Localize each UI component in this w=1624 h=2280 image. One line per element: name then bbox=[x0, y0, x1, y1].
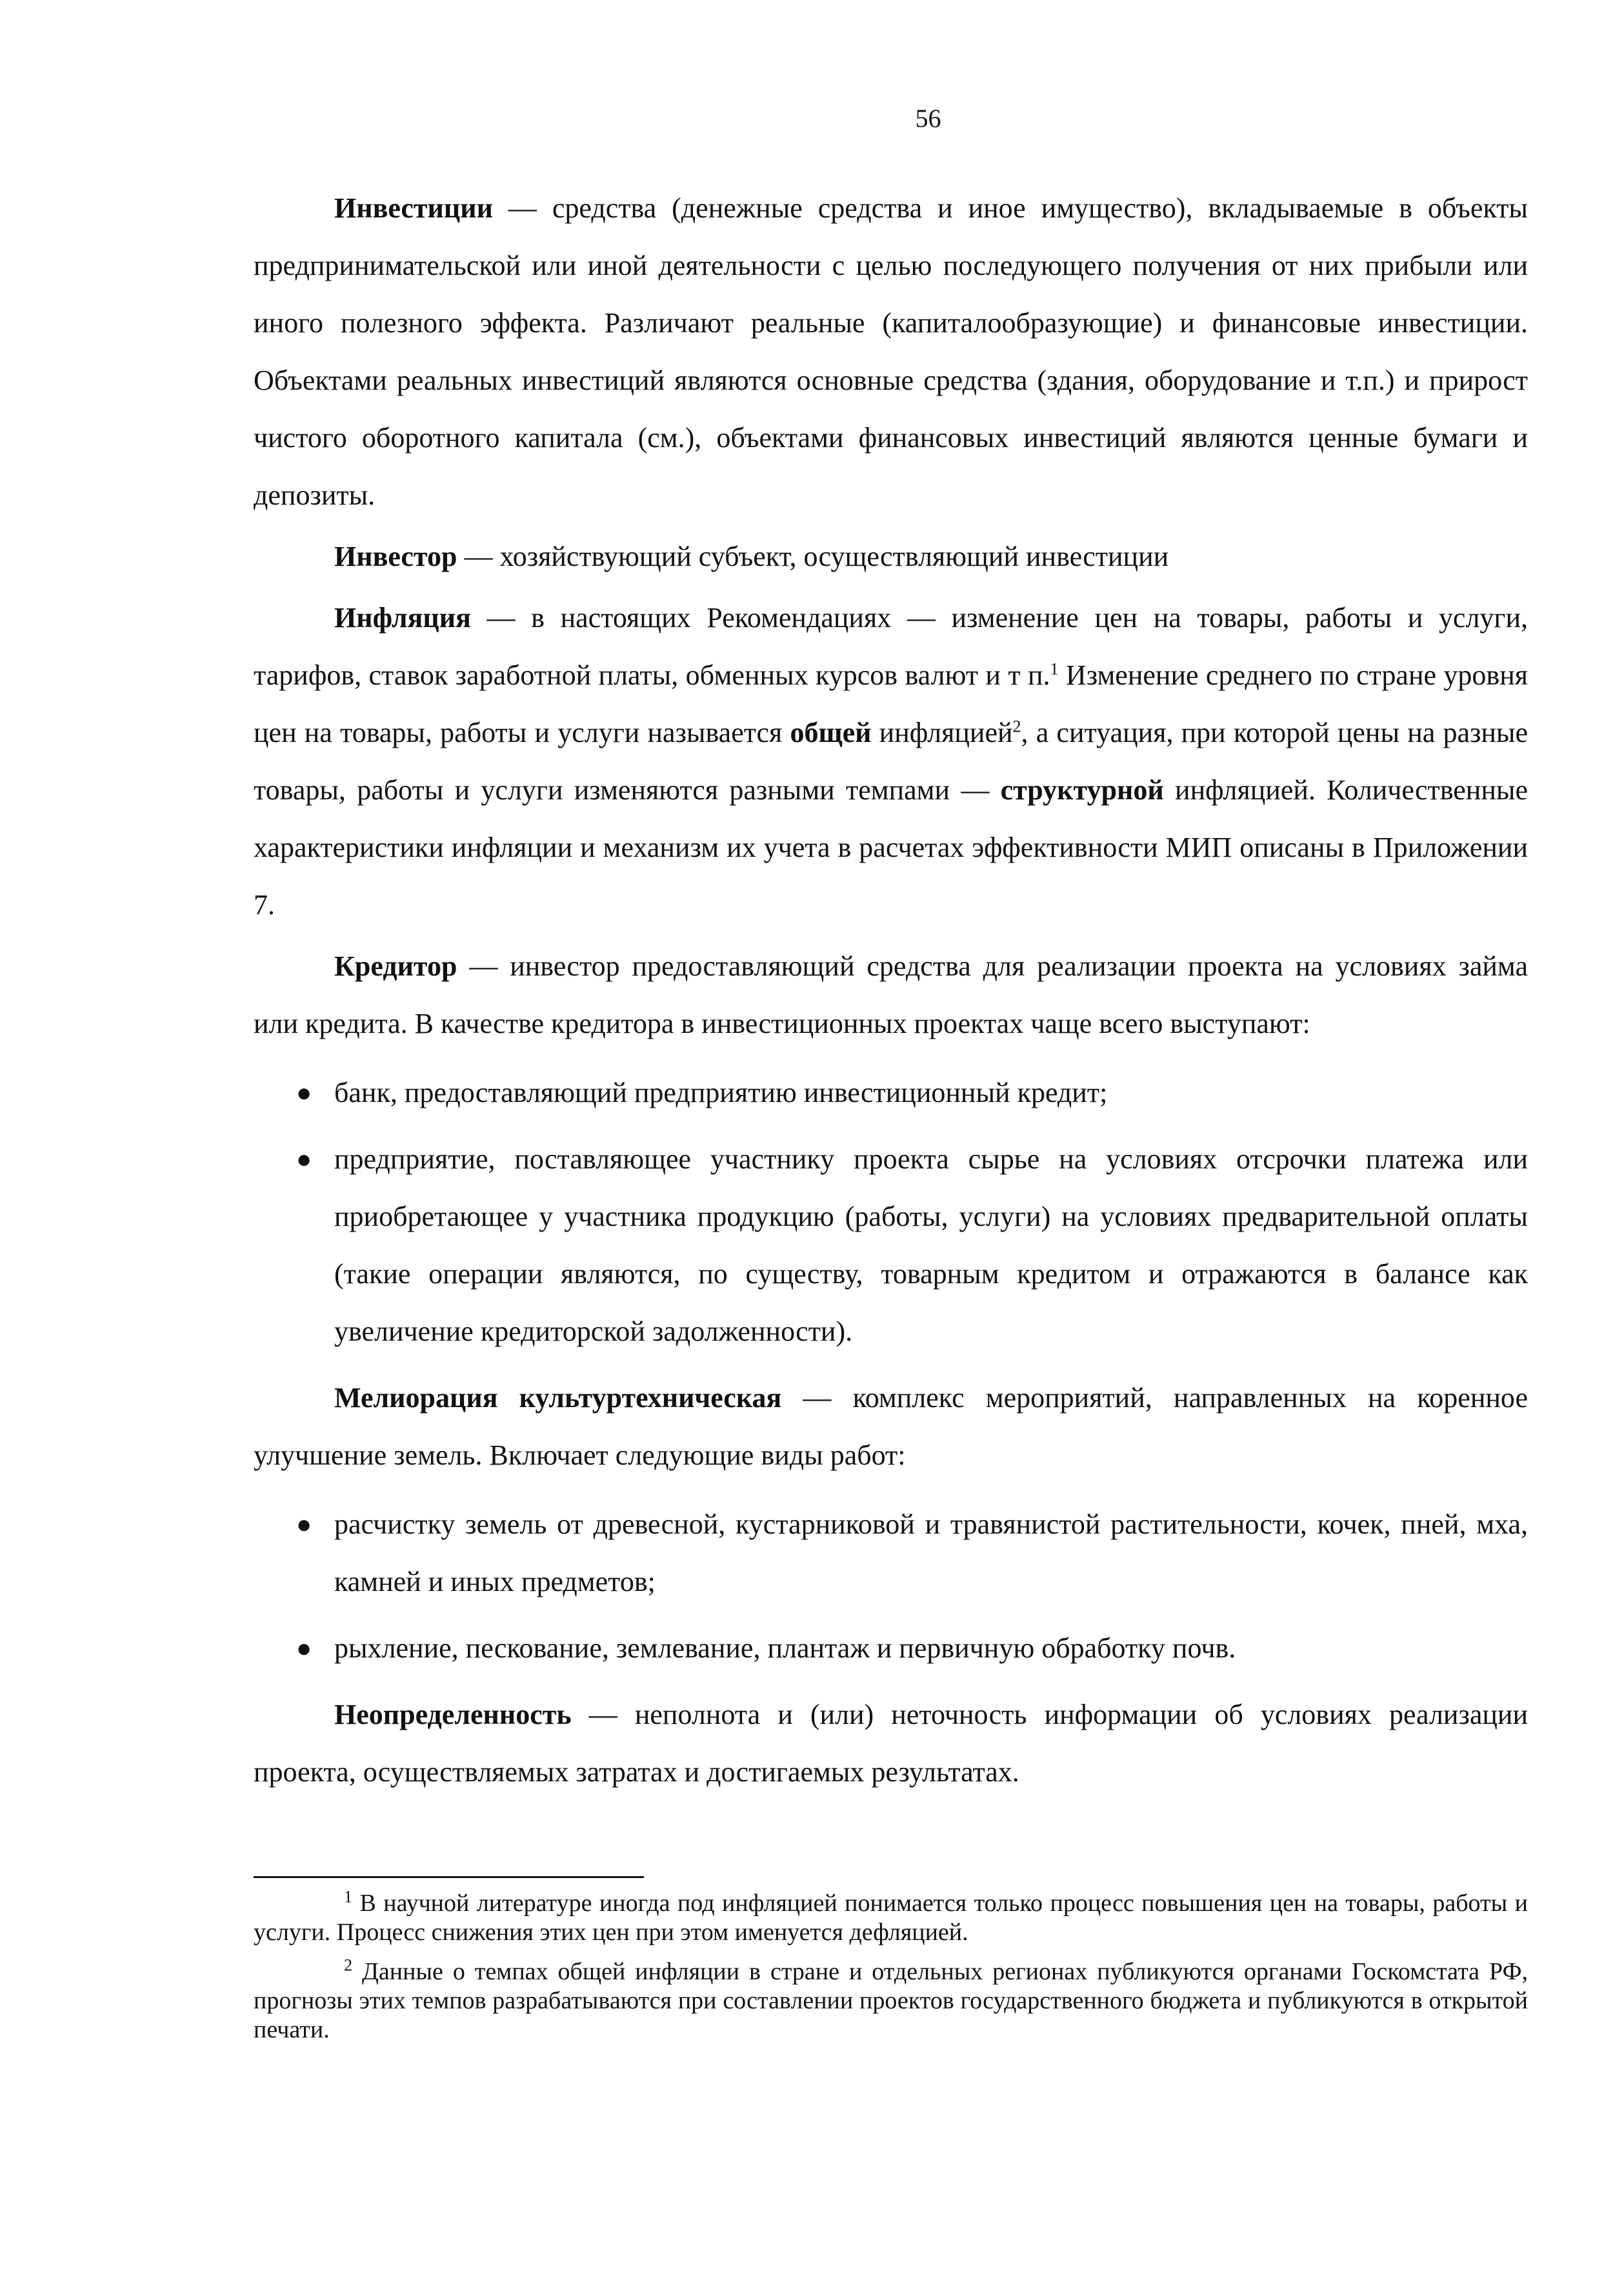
list-item-text: расчистку земель от древесной, кустарниковой и травянистой растительности, кочек, пней, мха, камней и иных предметов; bbox=[334, 1508, 1528, 1597]
footnote-divider bbox=[254, 1876, 644, 1878]
term-investor: Инвестор bbox=[334, 541, 457, 572]
footnote-mark-1: 1 bbox=[344, 1887, 352, 1906]
term-investicii: Инвестиции bbox=[334, 192, 493, 224]
list-item-text: предприятие, поставляющее участнику проекта сырье на условиях отсрочки платежа или приобретающее у участника продукцию (работы, услуги) на условиях предварительной оплаты (такие операции являются, по существу, товарным кредитом и отражаются в балансе как увеличение кредиторской задолженности). bbox=[334, 1143, 1528, 1347]
definition-inflyaciya-part-4: , а ситуация, при которой цены на разные товары, работы и услуги изменяются разными темпами — bbox=[254, 717, 1528, 806]
bullet-icon: ● bbox=[296, 1510, 312, 1539]
entry-neopredelennost bbox=[254, 1686, 1528, 1801]
definition-inflyaciya-part-5: инфляцией. Количественные характеристики инфляции и механизм их учета в расчетах эффективности МИП описаны в Приложении 7. bbox=[254, 774, 1528, 921]
entry-kreditor bbox=[254, 937, 1528, 1052]
entry-melioraciya bbox=[254, 1369, 1528, 1484]
entry-investor bbox=[254, 528, 1528, 585]
footnote-ref-2: 2 bbox=[1012, 717, 1021, 736]
entry-inflyaciya bbox=[254, 589, 1528, 934]
footnotes bbox=[254, 1889, 1528, 2055]
list-item bbox=[291, 1619, 1528, 1677]
definition-kreditor: — инвестор предоставляющий средства для реализации проекта на условиях займа или кредита. В качестве кредитора в инвестиционных проектах чаще всего выступают: bbox=[254, 950, 1528, 1039]
definition-inflyaciya-part-3: инфляцией bbox=[871, 717, 1013, 748]
definition-melioraciya: — комплекс мероприятий, направленных на коренное улучшение земель. Включает следующие виды работ: bbox=[254, 1382, 1528, 1471]
term-inflyaciya: Инфляция bbox=[334, 602, 471, 634]
definition-inflyaciya-part-1: — в настоящих Рекомендациях — изменение цен на товары, работы и услуги, тарифов, ставок заработной платы, обменных курсов валют и т п. bbox=[254, 602, 1528, 691]
emphasis-strukturnoy: структурной bbox=[1000, 774, 1164, 806]
emphasis-obshchey: общей bbox=[790, 717, 872, 748]
definition-neopredelennost: — неполнота и (или) неточность информации об условиях реализации проекта, осуществляемых затратах и достигаемых результатах. bbox=[254, 1699, 1528, 1788]
melioraciya-list bbox=[254, 1495, 1528, 1677]
footnote-text-1: В научной литературе иногда под инфляцией понимается только процесс повышения цен на товары, работы и услуги. Процесс снижения этих цен при этом именуется дефляцией. bbox=[254, 1890, 1528, 1946]
footnote-mark-2: 2 bbox=[344, 1955, 352, 1975]
list-item-text: рыхление, пескование, землевание, плантаж и первичную обработку почв. bbox=[334, 1632, 1236, 1664]
bullet-icon: ● bbox=[296, 1078, 312, 1107]
footnote-1 bbox=[254, 1889, 1528, 1947]
page-number: 56 bbox=[915, 104, 941, 133]
entry-investicii bbox=[254, 179, 1528, 524]
definition-investicii: — средства (денежные средства и иное имущество), вкладываемые в объекты предпринимательской или иной деятельности с целью последующего получения от них прибыли или иного полезного эффекта. Различают реальные (капиталообразующие) и финансовые инвестиции. Объектами реальных инвестиций являются основные средства (здания, оборудование и т.п.) и прирост чистого оборотного капитала (см.), объектами финансовых инвестиций являются ценные бумаги и депозиты. bbox=[254, 192, 1528, 511]
term-neopredelennost: Неопределенность bbox=[334, 1699, 572, 1730]
definition-inflyaciya-part-2: Изменение среднего по стране уровня цен на товары, работы и услуги называется bbox=[254, 659, 1528, 748]
definition-investor: — хозяйствующий субъект, осуществляющий инвестиции bbox=[457, 541, 1169, 572]
bullet-icon: ● bbox=[296, 1145, 312, 1174]
bullet-icon: ● bbox=[296, 1634, 312, 1663]
footnote-text-2: Данные о темпах общей инфляции в стране и отдельных регионах публикуются органами Госкомстата РФ, прогнозы этих темпов разрабатываются при составлении проектов государственного бюджета и публикуются в открытой печати. bbox=[254, 1958, 1528, 2043]
kreditor-list bbox=[254, 1064, 1528, 1360]
list-item bbox=[291, 1130, 1528, 1360]
term-melioraciya: Мелиорация культуртехническая bbox=[334, 1382, 782, 1414]
glossary-body bbox=[254, 179, 1528, 1801]
list-item bbox=[291, 1064, 1528, 1121]
term-kreditor: Кредитор bbox=[334, 950, 457, 982]
list-item-text: банк, предоставляющий предприятию инвестиционный кредит; bbox=[334, 1077, 1108, 1108]
footnote-ref-1: 1 bbox=[1050, 659, 1059, 679]
footnote-2 bbox=[254, 1957, 1528, 2045]
list-item bbox=[291, 1495, 1528, 1610]
